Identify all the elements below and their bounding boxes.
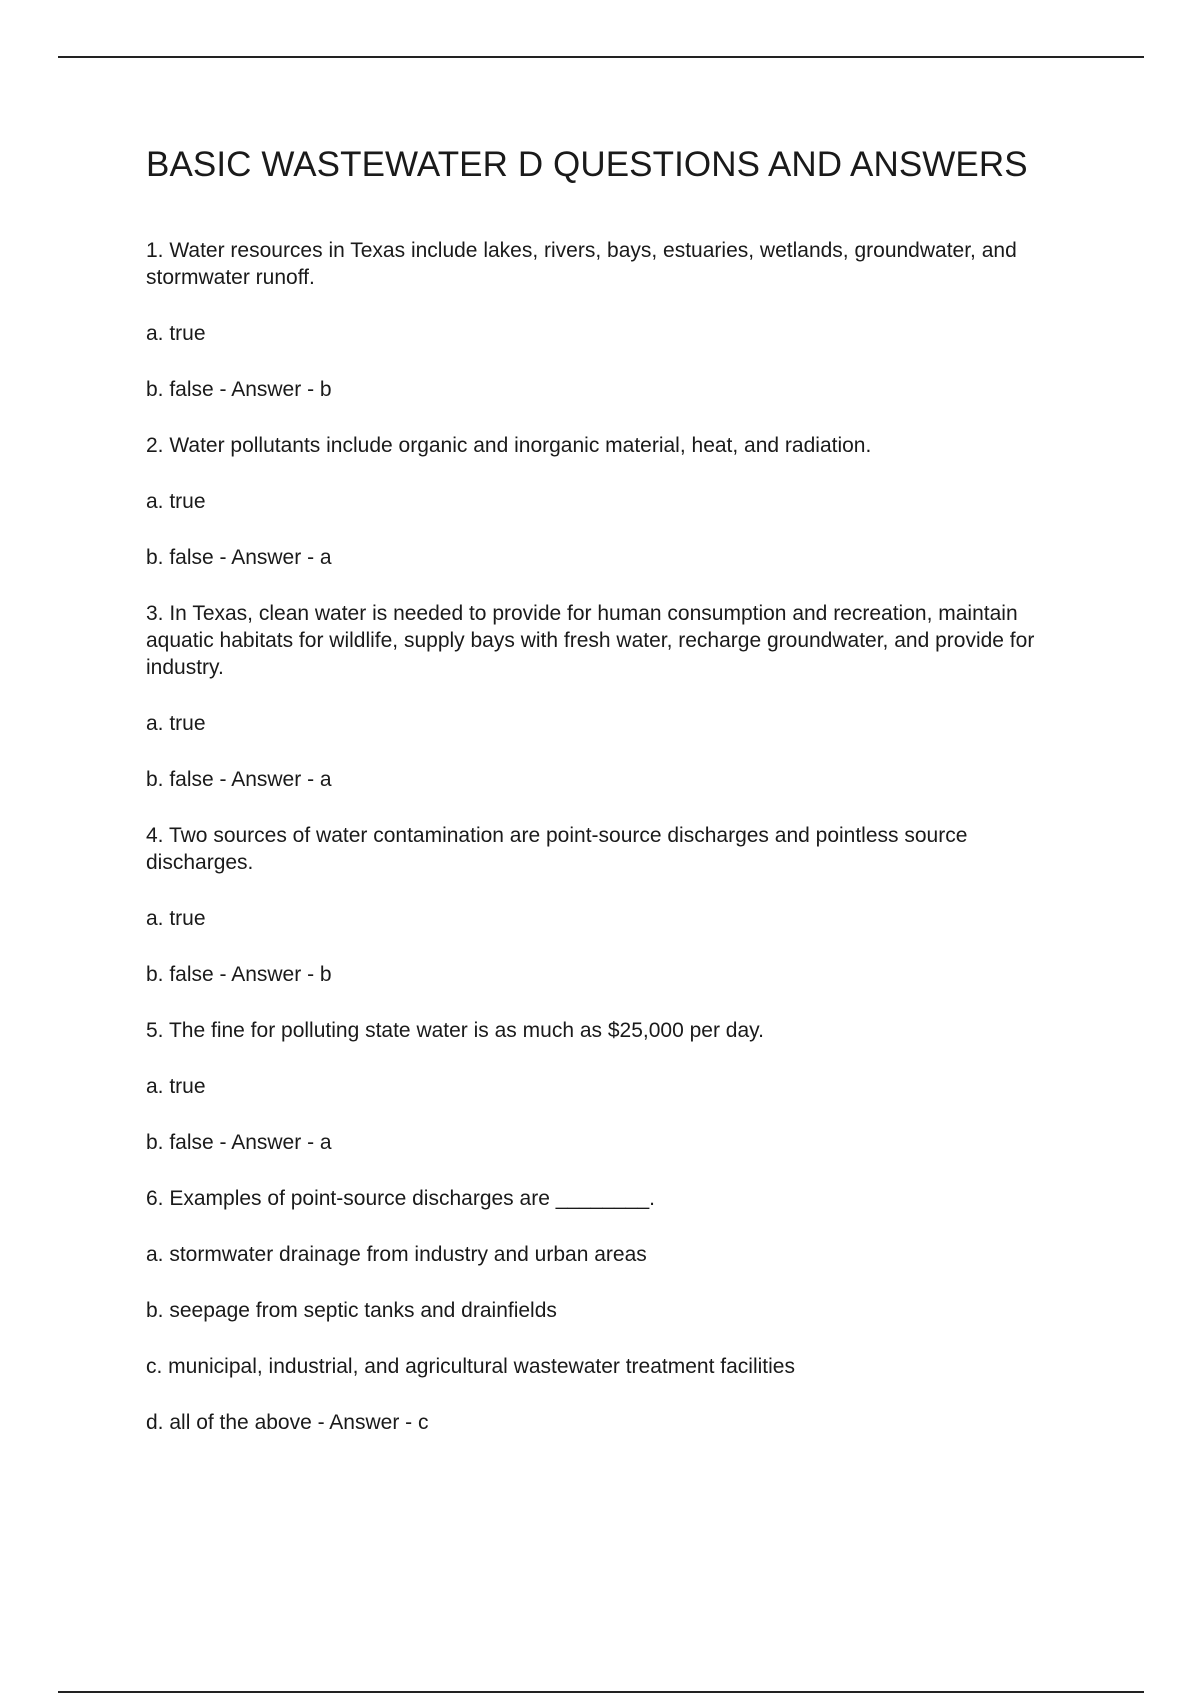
answer-option: a. true <box>146 712 206 735</box>
question-text: 5. The fine for polluting state water is as much as $25,000 per day. <box>146 1019 764 1042</box>
answer-option: b. false - Answer - a <box>146 546 332 569</box>
question-text: 1. Water resources in Texas include lakes, rivers, bays, estuaries, wetlands, groundwater, and stormwater runoff. <box>146 239 1017 289</box>
question-text: 4. Two sources of water contamination are point-source discharges and pointless source discharges. <box>146 824 968 874</box>
answer-option: a. true <box>146 490 206 513</box>
top-divider <box>58 56 1144 58</box>
answer-option: a. true <box>146 907 206 930</box>
question-text: 6. Examples of point-source discharges are ________. <box>146 1187 655 1210</box>
bottom-divider <box>58 1691 1144 1693</box>
answer-option: b. false - Answer - a <box>146 768 332 791</box>
answer-option: c. municipal, industrial, and agricultural wastewater treatment facilities <box>146 1355 795 1378</box>
question-list <box>146 237 1066 1436</box>
answer-option: a. true <box>146 322 206 345</box>
answer-option: b. false - Answer - b <box>146 378 332 401</box>
answer-option: a. stormwater drainage from industry and urban areas <box>146 1243 647 1266</box>
document-title: BASIC WASTEWATER D QUESTIONS AND ANSWERS <box>146 145 1028 184</box>
answer-option: b. false - Answer - a <box>146 1131 332 1154</box>
question-text: 3. In Texas, clean water is needed to provide for human consumption and recreation, maintain aquatic habitats for wildlife, supply bays with fresh water, recharge groundwater, and provide for industry. <box>146 602 1035 679</box>
answer-option: b. seepage from septic tanks and drainfields <box>146 1299 557 1322</box>
answer-option: d. all of the above - Answer - c <box>146 1411 429 1434</box>
answer-option: b. false - Answer - b <box>146 963 332 986</box>
document-body <box>146 142 1066 1465</box>
answer-option: a. true <box>146 1075 206 1098</box>
question-text: 2. Water pollutants include organic and inorganic material, heat, and radiation. <box>146 434 872 457</box>
